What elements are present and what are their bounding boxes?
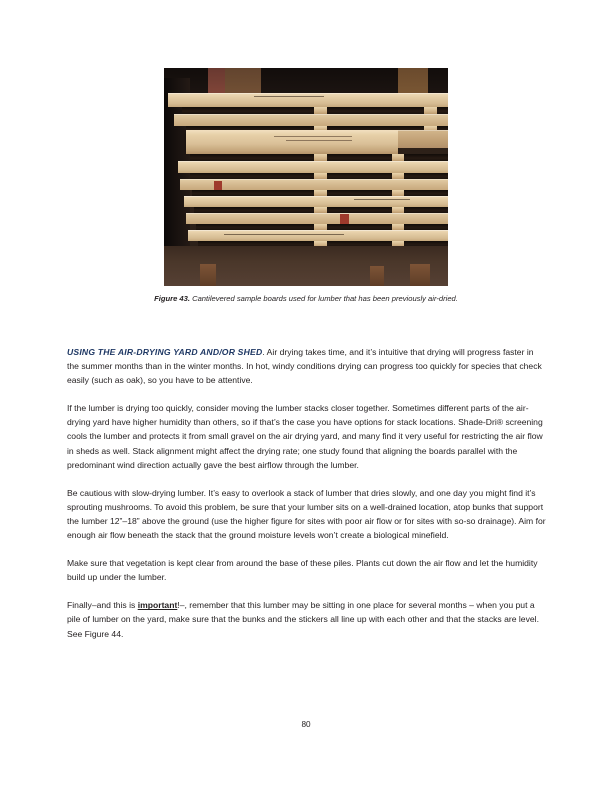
paragraph-1-text: . Air drying takes time, and it’s intuitive that drying will progress faster in the summer months than in the winter months. In hot, windy conditions drying can progress too quickly for species that check easily (such as oak), so you have to be attentive. <box>67 347 542 386</box>
photo-right-post <box>398 68 428 94</box>
board-sticker <box>314 107 327 114</box>
figure-caption-label: Figure 43. <box>154 294 190 303</box>
lumber-board <box>178 161 448 173</box>
red-paint-mark <box>214 181 222 190</box>
paragraph-slow-drying: Be cautious with slow-drying lumber. It’s easy to overlook a stack of lumber that dries slowly, and one day you might find it’s sprouting mushrooms. To avoid this problem, be sure that your lumber sits on a well-drained location, atop bunks that support the lumber 12”–18” above the ground (use the higher figure for sites with poor air flow or for sites with so-so drainage). Aim for enough air flow beneath the stack that the ground moisture levels won’t create a biological minefield. <box>67 487 546 541</box>
lumber-board <box>184 196 448 207</box>
pencil-mark <box>274 136 352 137</box>
stack-support-leg <box>370 266 384 286</box>
paragraph-vegetation: Make sure that vegetation is kept clear from around the base of these piles. Plants cut down the air flow and let the humidity build up under the lumber. <box>67 558 538 583</box>
paragraph-air-drying-yard <box>67 345 546 387</box>
paragraph-5-after: !–, remember that this lumber may be sitting in one place for several months – when you put a pile of lumber on the yard, make sure that the bunks and the stickers all line up with each other and that the stacks are level. See Figure 44. <box>67 600 539 639</box>
pencil-mark <box>286 140 352 141</box>
section-heading: USING THE AIR-DRYING YARD AND/OR SHED <box>67 347 263 357</box>
figure-43 <box>154 68 458 303</box>
figure-caption-text: Cantilevered sample boards used for lumber that has been previously air-dried. <box>189 294 458 303</box>
page-number: 80 <box>301 720 311 729</box>
figure-caption <box>114 293 498 304</box>
lumber-board <box>174 114 448 126</box>
board-sticker <box>424 107 437 114</box>
board-crack <box>354 199 410 200</box>
board-crack <box>254 96 324 97</box>
paragraph-finally <box>67 598 546 640</box>
lumber-board <box>186 213 448 224</box>
paragraph-drying-too-quickly: If the lumber is drying too quickly, consider moving the lumber stacks closer together. Sometimes different parts of the air-drying yard have higher humidity than others, so if that’s the case you have options for stack locations. Shade-Dri® screening cools the lumber and protects it from small gravel on the air drying yard, and many find it very useful for restricting the air flow in sheds as well. Stack alignment might affect the drying rate; one study found that aligning the boards parallel with the predominant wind direction actually gave the best airflow through the lumber. <box>67 403 543 470</box>
board-sticker <box>392 154 404 161</box>
photo-brown-post <box>225 68 261 96</box>
stack-support-leg <box>200 264 216 286</box>
board-crack <box>224 234 344 235</box>
emphasis-important: important <box>137 600 178 611</box>
lumber-board <box>188 230 448 241</box>
body-text-column <box>67 345 546 641</box>
board-sticker <box>314 154 327 161</box>
stack-support-leg <box>410 264 430 286</box>
paragraph-5-before: Finally–and this is <box>67 600 138 611</box>
lumber-stack-photo <box>164 68 448 286</box>
lumber-board <box>398 130 448 148</box>
